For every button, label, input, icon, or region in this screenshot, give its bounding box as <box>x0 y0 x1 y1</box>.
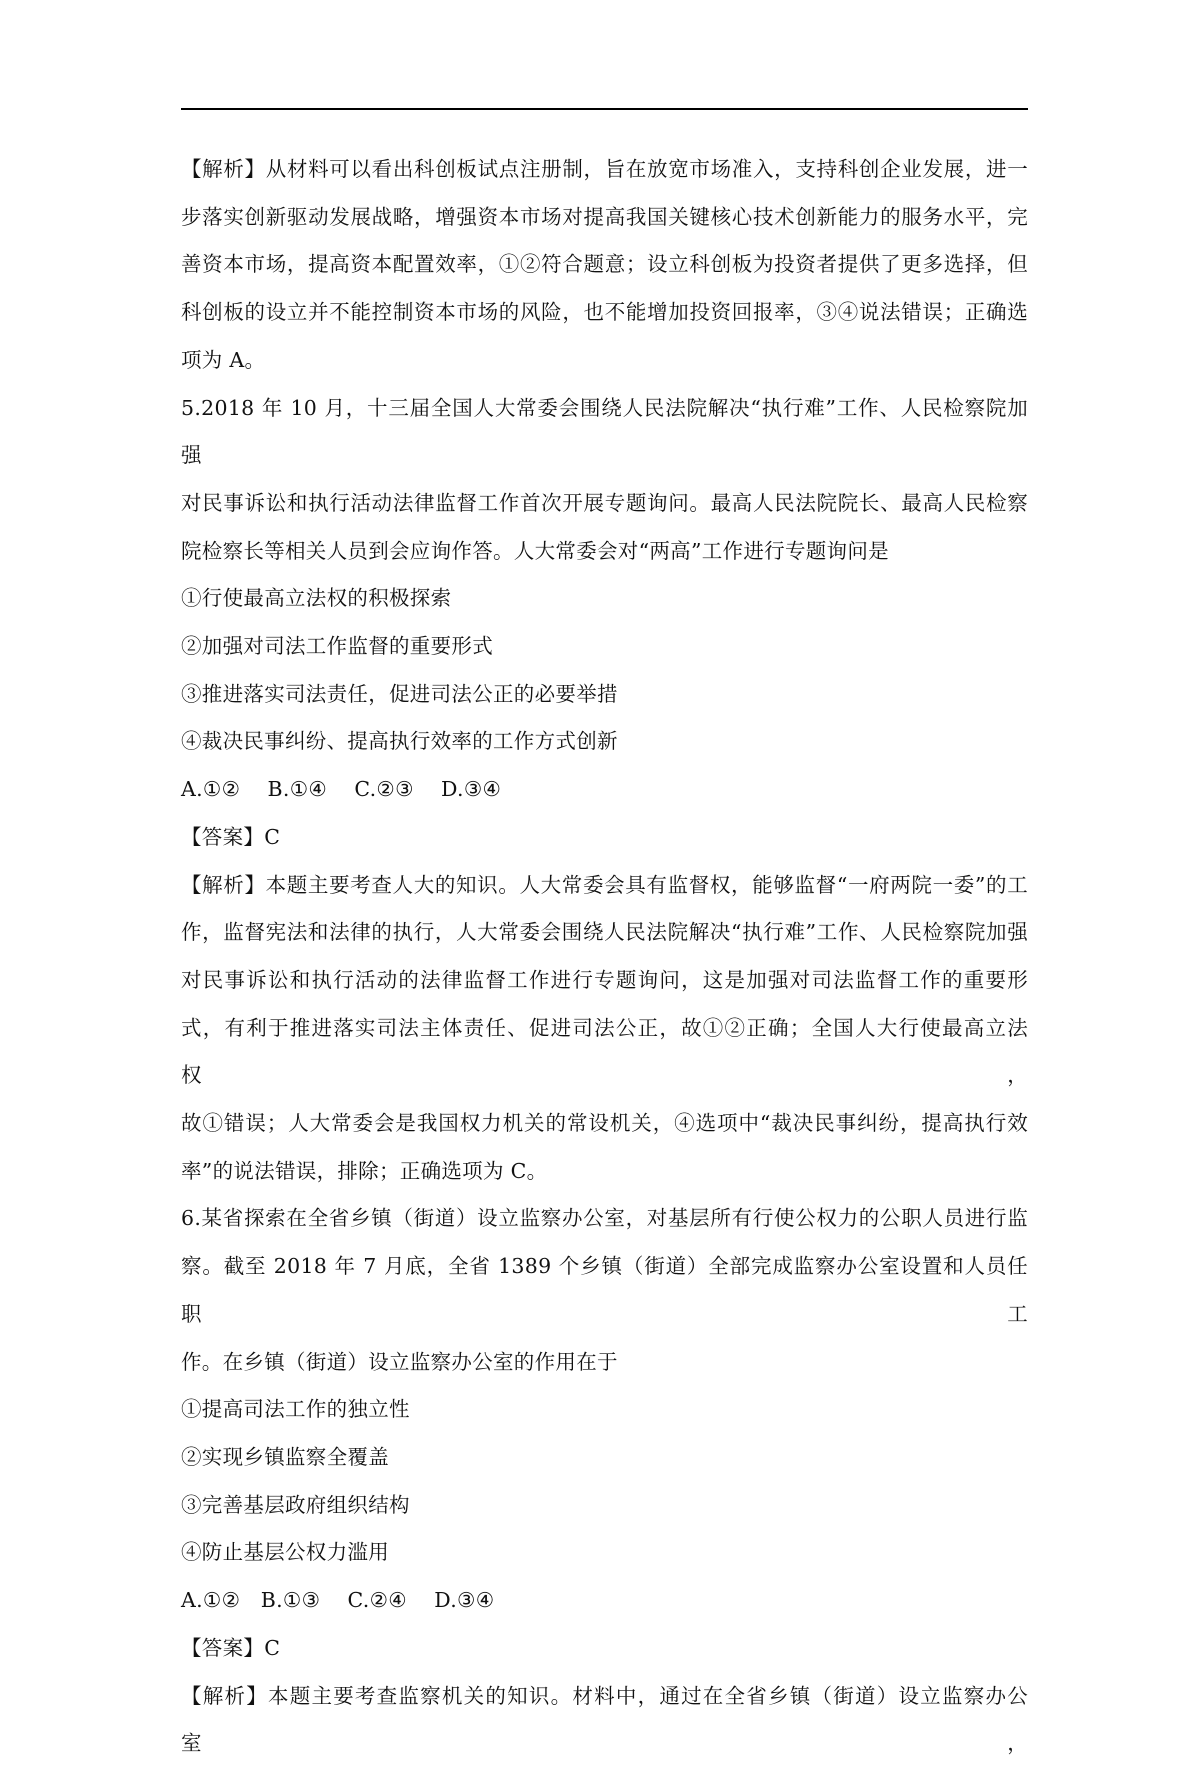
answer-options: A.①② B.①④ C.②③ D.③④ <box>181 777 502 802</box>
q5-stem <box>181 385 1028 576</box>
statement-item: ①行使最高立法权的积极探索 <box>181 586 452 611</box>
q6-answer <box>181 1625 1028 1673</box>
answer-options: A.①② B.①③ C.②④ D.③④ <box>181 1588 495 1613</box>
statement-item: ③完善基层政府组织结构 <box>181 1492 410 1517</box>
text-line: 作，监督宪法和法律的执行，人大常委会围绕人民法院解决“执行难”工作、人民检察院加强 <box>181 920 1028 945</box>
text-line: 率”的说法错误，排除；正确选项为 C。 <box>181 1158 548 1183</box>
q6-options <box>181 1577 1028 1625</box>
q5-options <box>181 766 1028 814</box>
q5-analysis <box>181 862 1028 1196</box>
text-line: 对民事诉讼和执行活动法律监督工作首次开展专题询问。最高人民法院院长、最高人民检察 <box>181 490 1028 515</box>
q6-statements <box>181 1386 1028 1577</box>
text-line: 步落实创新驱动发展战略，增强资本市场对提高我国关键核心技术创新能力的服务水平，完 <box>181 204 1028 229</box>
q5-answer <box>181 814 1028 862</box>
text-line: 【解析】本题主要考查监察机关的知识。材料中，通过在全省乡镇（街道）设立监察办公室， <box>181 1683 1028 1756</box>
header-rule <box>181 108 1028 110</box>
text-line: 式，有利于推进落实司法主体责任、促进司法公正，故①②正确；全国人大行使最高立法权， <box>181 1015 1028 1088</box>
text-line: 6.某省探索在全省乡镇（街道）设立监察办公室，对基层所有行使公权力的公职人员进行监 <box>181 1206 1028 1231</box>
text-line: 【解析】从材料可以看出科创板试点注册制，旨在放宽市场准入，支持科创企业发展，进一 <box>181 157 1028 181</box>
statement-item: ④防止基层公权力滥用 <box>181 1540 389 1565</box>
statement-item: ①提高司法工作的独立性 <box>181 1397 410 1422</box>
statement-item: ②加强对司法工作监督的重要形式 <box>181 634 493 659</box>
statement-item: ④裁决民事纠纷、提高执行效率的工作方式创新 <box>181 729 618 754</box>
text-line: 院检察长等相关人员到会应询作答。人大常委会对“两高”工作进行专题询问是 <box>181 538 889 563</box>
text-line: 对民事诉讼和执行活动的法律监督工作进行专题询问，这是加强对司法监督工作的重要形 <box>181 967 1028 992</box>
answer-label: 【答案】C <box>181 824 281 849</box>
statement-item: ③推进落实司法责任，促进司法公正的必要举措 <box>181 681 618 706</box>
statement-item: ②实现乡镇监察全覆盖 <box>181 1444 389 1469</box>
q6-analysis <box>181 1673 1028 1768</box>
answer-label: 【答案】C <box>181 1635 281 1660</box>
document-body <box>181 146 1028 1768</box>
text-line: 作。在乡镇（街道）设立监察办公室的作用在于 <box>181 1349 618 1374</box>
text-line: 故①错误；人大常委会是我国权力机关的常设机关，④选项中“裁决民事纠纷，提高执行效 <box>181 1111 1028 1136</box>
text-line: 5.2018 年 10 月，十三届全国人大常委会围绕人民法院解决“执行难”工作、人民检察院加强 <box>181 395 1028 468</box>
text-line: 科创板的设立并不能控制资本市场的风险，也不能增加投资回报率，③④说法错误；正确选 <box>181 300 1028 325</box>
q6-stem <box>181 1195 1028 1386</box>
text-line: 项为 A。 <box>181 347 266 372</box>
q5-statements <box>181 575 1028 766</box>
text-line: 善资本市场，提高资本配置效率，①②符合题意；设立科创板为投资者提供了更多选择，但 <box>181 252 1028 277</box>
text-line: 【解析】本题主要考查人大的知识。人大常委会具有监督权，能够监督“一府两院一委”的工 <box>181 872 1028 897</box>
text-line: 察。截至 2018 年 7 月底，全省 1389 个乡镇（街道）全部完成监察办公室设置和人员任职工 <box>181 1254 1028 1326</box>
q4-analysis <box>181 146 1028 385</box>
